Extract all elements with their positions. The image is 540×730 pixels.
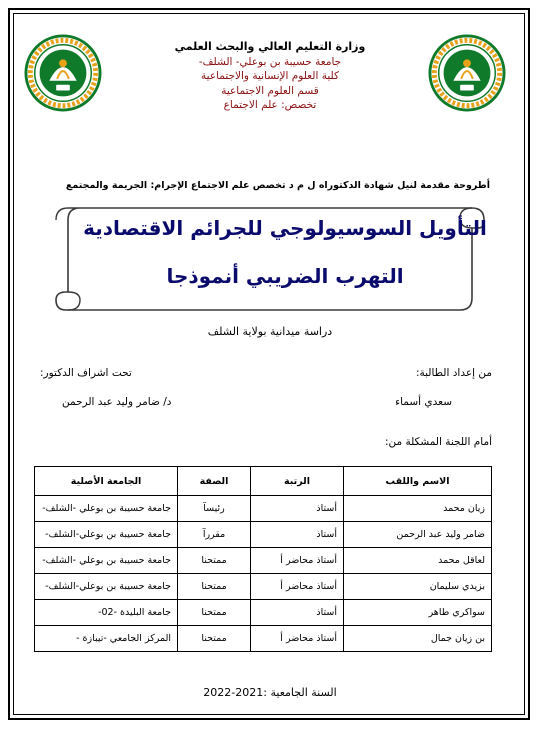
member-university: جامعة حسيبة بن بوعلي -الشلف- (35, 496, 178, 522)
member-name: ضامر وليد عبد الرحمن (344, 522, 492, 548)
member-name: بزيدي سليمان (344, 574, 492, 600)
supervisor-label: تحت اشراف الدكتور: (40, 367, 132, 379)
table-row (35, 600, 492, 626)
member-university: المركز الجامعي -تيبازة - (35, 626, 178, 652)
member-university: جامعة حسيبة بن بوعلي-الشلف- (35, 522, 178, 548)
member-role: ممتحنا (178, 600, 251, 626)
thesis-subtitle: أطروحة مقدمة لنيل شهادة الدكتوراه ل م د تخصص علم الاجتماع الإجرام: الجريمة والمجتمع (65, 180, 490, 191)
member-name: بن زيان جمال (344, 626, 492, 652)
column-header-role: الصفة (178, 467, 251, 496)
table-row (35, 548, 492, 574)
table-row (35, 496, 492, 522)
prepared-by-label: من إعداد الطالبة: (415, 367, 492, 379)
committee-table (34, 466, 492, 652)
member-rank: أستاذ محاضر أ (251, 548, 344, 574)
member-rank: أستاذ محاضر أ (251, 574, 344, 600)
member-university: جامعة حسيبة بن بوعلي -الشلف- (35, 548, 178, 574)
column-header-university: الجامعة الأصلية (35, 467, 178, 496)
department-name: قسم العلوم الاجتماعية (221, 84, 319, 97)
committee-label: أمام اللجنة المشكلة من: (384, 436, 492, 448)
member-role: رئيسآ (178, 496, 251, 522)
thesis-title: التأويل السوسيولوجي للجرائم الاقتصادية (83, 216, 487, 240)
member-rank: أستاذ (251, 522, 344, 548)
member-role: ممتحنا (178, 626, 251, 652)
column-header-rank: الرتبة (251, 467, 344, 496)
member-rank: أستاذ (251, 600, 344, 626)
university-seal-right (428, 34, 506, 112)
table-header-row (35, 467, 492, 496)
member-name: زيان محمد (344, 496, 492, 522)
ministry-name: وزارة التعليم العالي والبحث العلمي (174, 40, 366, 53)
table-row (35, 522, 492, 548)
table-row (35, 626, 492, 652)
study-description: دراسة ميدانية بولاية الشلف (207, 325, 333, 338)
supervisor-name: د/ ضامر وليد عبد الرحمن (62, 396, 172, 408)
member-name: سواكري طاهر (344, 600, 492, 626)
thesis-subtitle-case: التهرب الضريبي أنموذجا (166, 264, 404, 288)
column-header-name: الاسم واللقب (344, 467, 492, 496)
member-rank: أستاذ محاضر أ (251, 626, 344, 652)
member-role: مقررآ (178, 522, 251, 548)
member-name: لعاقل محمد (344, 548, 492, 574)
specialty: تخصص: علم الاجتماع (223, 99, 317, 111)
table-row (35, 574, 492, 600)
member-rank: أستاذ (251, 496, 344, 522)
student-name: سعدي أسماء (395, 396, 452, 408)
institution-header (150, 40, 390, 113)
member-role: ممتحنا (178, 574, 251, 600)
member-role: ممتحنا (178, 548, 251, 574)
academic-year: السنة الجامعية :2021-2022 (203, 686, 337, 699)
faculty-name: كلية العلوم الإنسانية والاجتماعية (201, 70, 339, 82)
university-name: جامعة حسيبة بن بوعلي- الشلف- (198, 55, 342, 68)
member-university: جامعة البليدة -02- (35, 600, 178, 626)
member-university: جامعة حسيبة بن بوعلي-الشلف- (35, 574, 178, 600)
university-seal-left (24, 34, 102, 112)
university-logo-right (428, 34, 506, 112)
university-logo-left (24, 34, 102, 112)
